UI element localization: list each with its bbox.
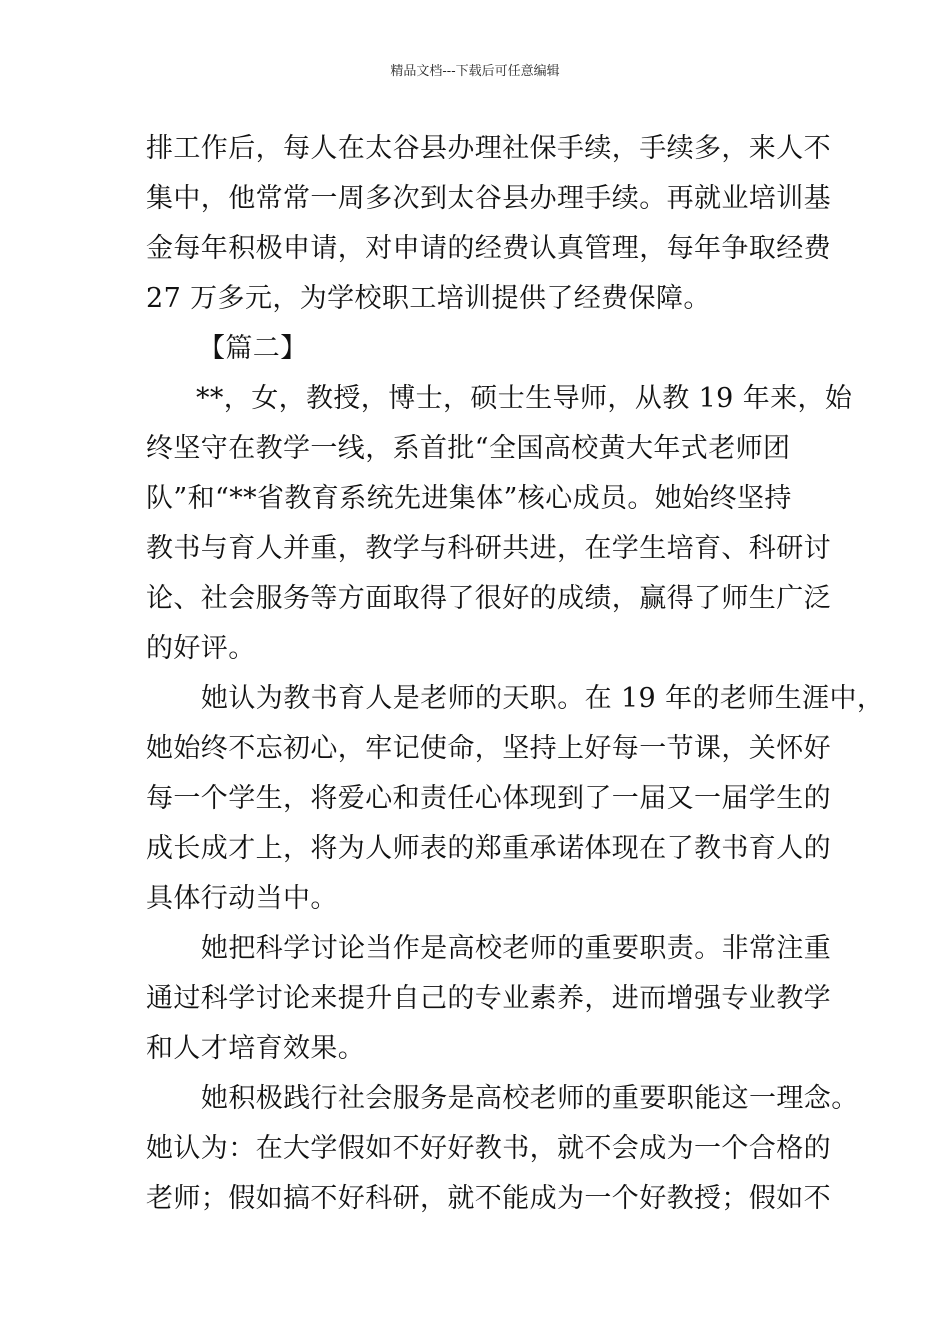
page-header: 精品文档---下载后可任意编辑: [390, 64, 560, 79]
text-line: 队”和“**省教育系统先进集体”核心成员。她始终坚持: [146, 483, 792, 514]
text-line: 教书与育人并重，教学与科研共进，在学生培育、科研讨: [146, 533, 831, 564]
text-line: 论、社会服务等方面取得了很好的成绩，赢得了师生广泛: [146, 583, 831, 614]
text-line: 成长成才上，将为人师表的郑重承诺体现在了教书育人的: [146, 833, 831, 864]
text-line: 具体行动当中。: [146, 883, 338, 914]
text-line: **，女，教授，博士，硕士生导师，从教 19 年来，始: [196, 383, 853, 414]
text-line: 的好评。: [146, 633, 256, 664]
text-line: 和人才培育效果。: [146, 1033, 366, 1064]
text-line: 老师；假如搞不好科研，就不能成为一个好教授；假如不: [146, 1183, 831, 1214]
text-line: 她始终不忘初心，牢记使命，坚持上好每一节课，关怀好: [146, 733, 831, 764]
text-line: 每一个学生，将爱心和责任心体现到了一届又一届学生的: [146, 783, 831, 814]
text-line: 她积极践行社会服务是高校老师的重要职能这一理念。: [201, 1083, 859, 1114]
text-line: 金每年积极申请，对申请的经费认真管理，每年争取经费: [146, 233, 831, 264]
text-line: 集中，他常常一周多次到太谷县办理手续。再就业培训基: [146, 183, 831, 214]
text-line: 终坚守在教学一线，系首批“全国高校黄大年式老师团: [146, 433, 791, 464]
text-line: 27 万多元，为学校职工培训提供了经费保障。: [146, 283, 711, 314]
section-heading: 【篇二】: [198, 333, 308, 364]
text-line: 通过科学讨论来提升自己的专业素养，进而增强专业教学: [146, 983, 831, 1014]
text-line: 她认为：在大学假如不好好教书，就不会成为一个合格的: [146, 1133, 831, 1164]
text-line: 她把科学讨论当作是高校老师的重要职责。非常注重: [201, 933, 832, 964]
text-line: 她认为教书育人是老师的天职。在 19 年的老师生涯中，: [201, 683, 885, 714]
text-line: 排工作后，每人在太谷县办理社保手续，手续多，来人不: [146, 133, 831, 164]
